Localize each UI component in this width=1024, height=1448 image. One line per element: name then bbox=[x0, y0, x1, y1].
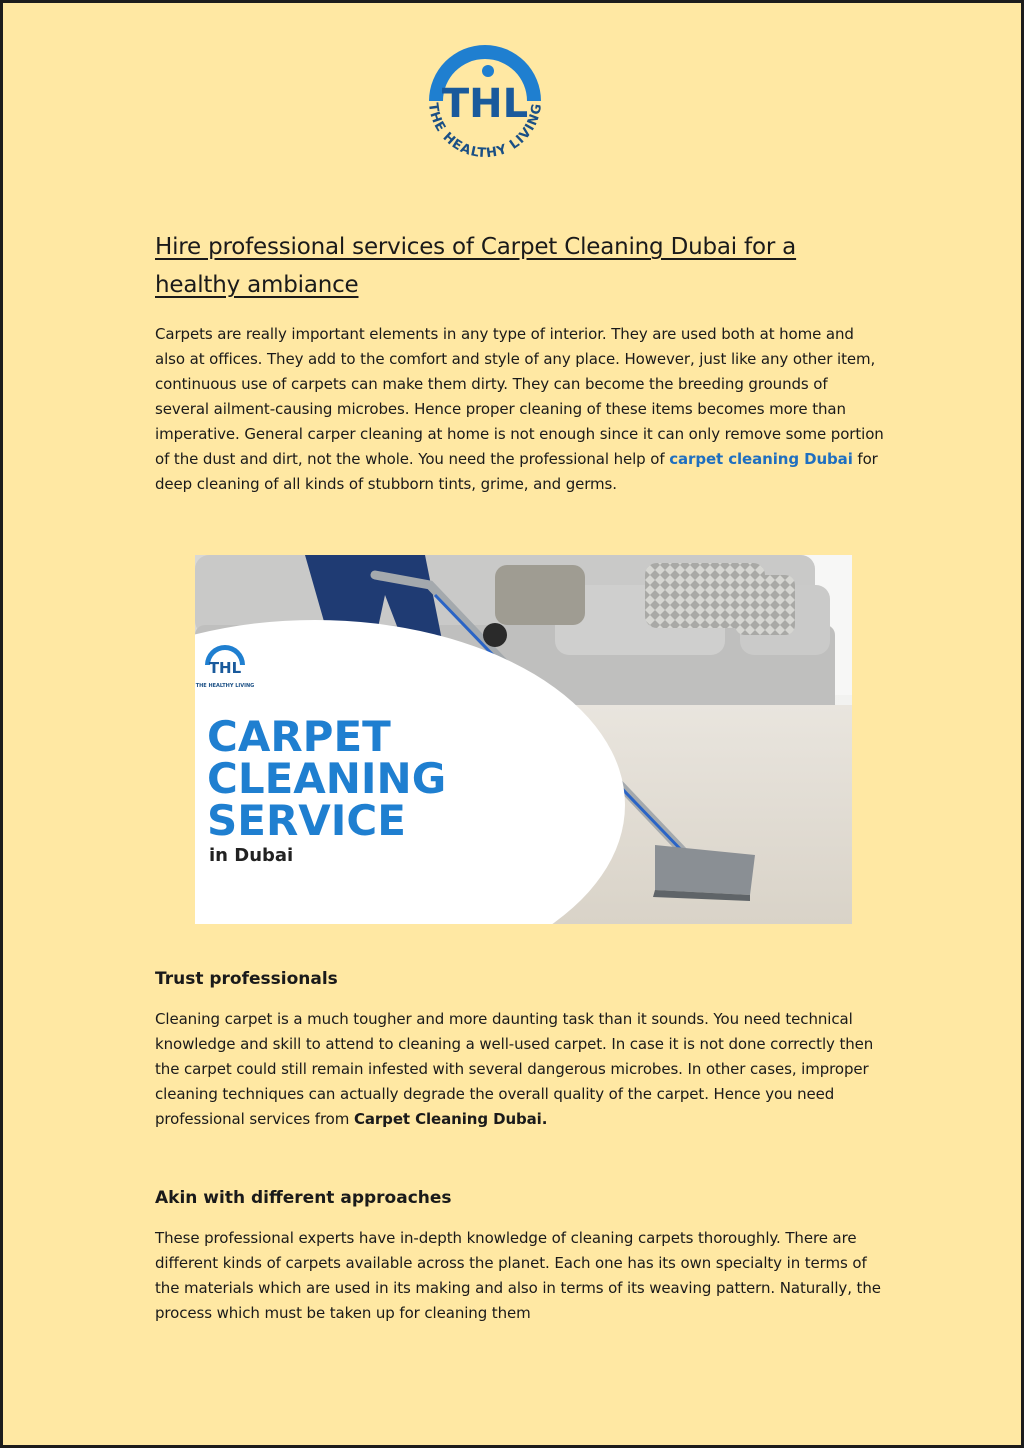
section-trust-professionals bbox=[155, 965, 885, 1132]
section-body-trust bbox=[155, 1007, 885, 1132]
banner-line-in-dubai: in Dubai bbox=[209, 845, 294, 866]
carpet-cleaning-dubai-link[interactable]: carpet cleaning Dubai bbox=[669, 450, 853, 468]
section-heading-trust: Trust professionals bbox=[155, 969, 338, 989]
section-akin-approaches bbox=[155, 1184, 885, 1326]
intro-text-end: for deep cleaning of all kinds of stubborn tints, grime, and germs. bbox=[155, 450, 878, 493]
trust-body-bold: Carpet Cleaning Dubai. bbox=[353, 1110, 548, 1128]
banner-line-cleaning: CLEANING bbox=[207, 754, 447, 803]
article-title: Hire professional services of Carpet Cleaning Dubai for a healthy ambiance bbox=[155, 234, 797, 298]
the-healthy-living-logo bbox=[415, 31, 555, 171]
banner-line-service: SERVICE bbox=[207, 796, 406, 845]
section-body-akin: These professional experts have in-depth knowledge of cleaning carpets thoroughly. There are different kinds of carpets available across the planet. Each one has its own specialty in terms of the materials which are used in its making and also in terms of its weaving pattern. Naturally, the process which must be taken up for cleaning them bbox=[155, 1229, 881, 1322]
trust-body-text: Cleaning carpet is a much tougher and more daunting task than it sounds. You need technical knowledge and skill to attend to cleaning a well-used carpet. In case it is not done correctly then the carpet could still remain infested with several dangerous microbes. In other cases, improper cleaning techniques can actually degrade the overall quality of the carpet. Hence you need professional services from bbox=[155, 1010, 874, 1128]
banner-logo-monogram: THL bbox=[208, 659, 242, 677]
intro-text-start: Carpets are really important elements in any type of interior. They are used both at home and also at offices. They add to the comfort and style of any place. However, just like any other item, continuous use of carpets can make them dirty. They can become the breeding grounds of several ailment-causing microbes. Hence proper cleaning of these items becomes more than imperative. General carper cleaning at home is not enough since it can only remove some portion of the dust and dirt, not the whole. You need the professional help of bbox=[155, 325, 884, 468]
intro-paragraph bbox=[155, 322, 885, 497]
logo-arc-text: THE HEALTHY LIVING bbox=[424, 101, 546, 162]
banner-line-carpet: CARPET bbox=[207, 712, 391, 761]
carpet-cleaning-banner-image bbox=[195, 555, 852, 924]
article-intro bbox=[155, 228, 885, 497]
banner-logo-arc-text: THE HEALTHY LIVING bbox=[195, 683, 255, 689]
logo-monogram: THL bbox=[441, 81, 529, 127]
section-heading-akin: Akin with different approaches bbox=[155, 1188, 452, 1208]
